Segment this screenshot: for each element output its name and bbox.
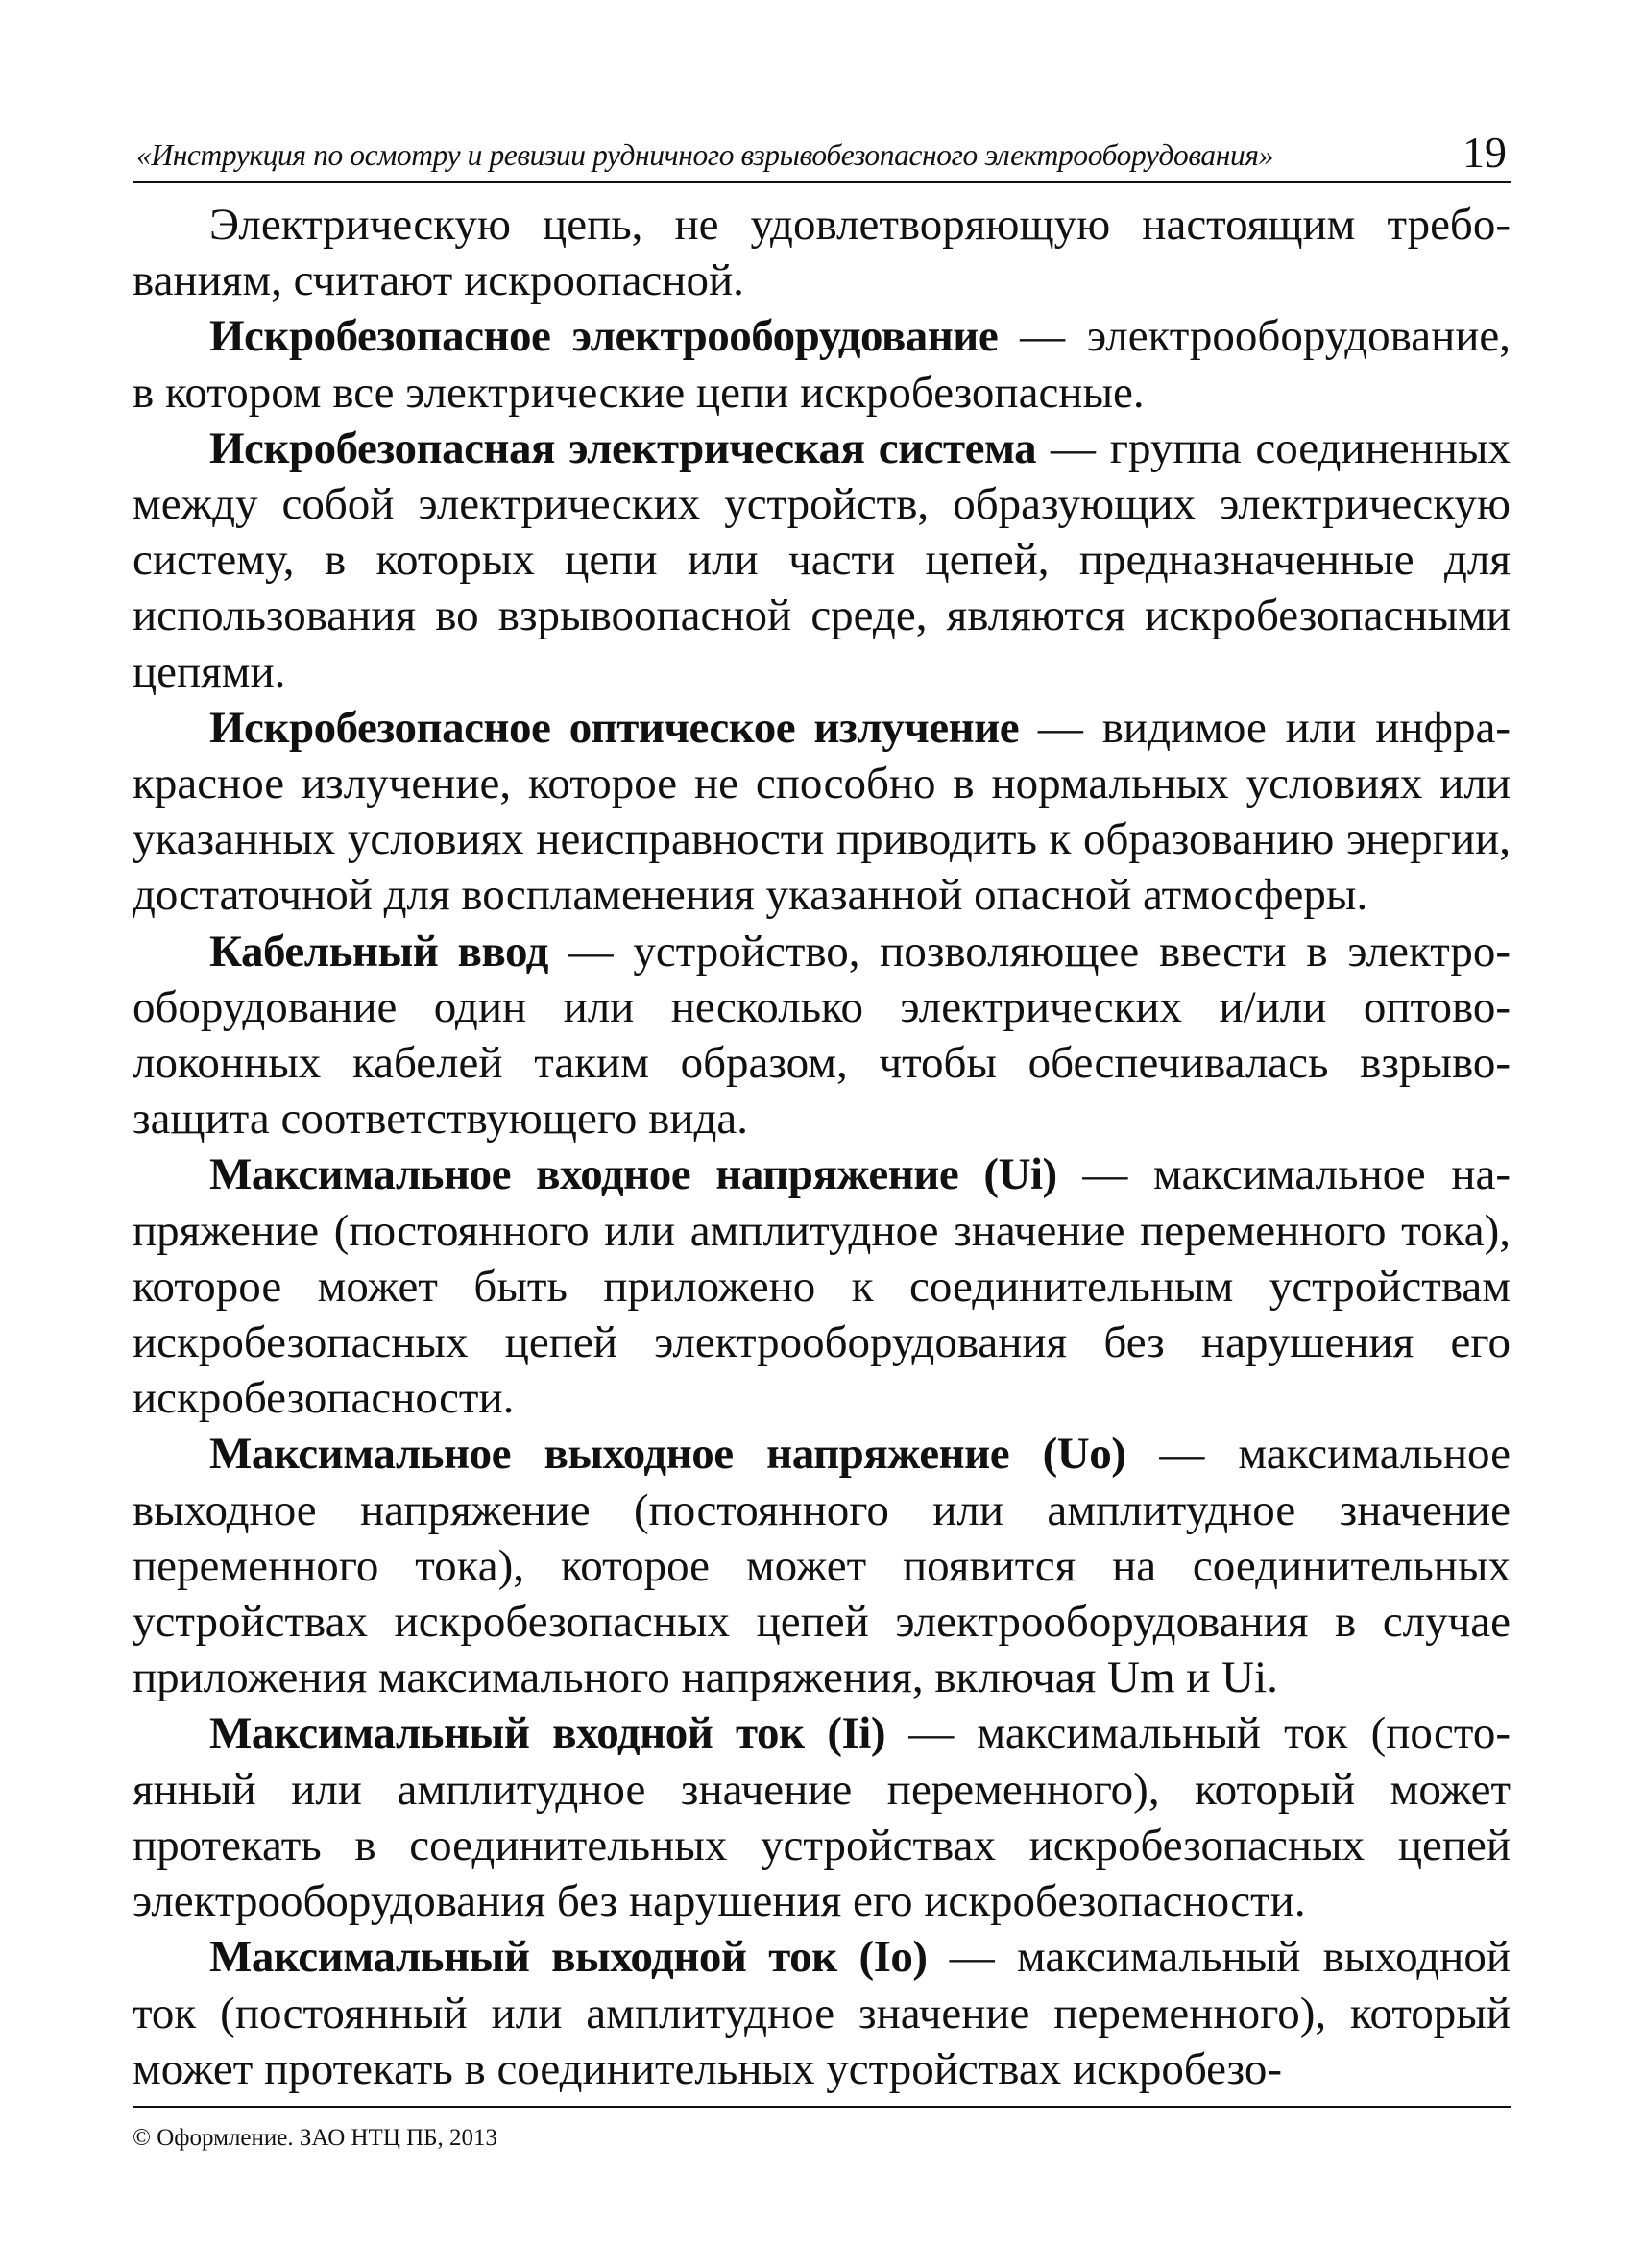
definition-text: — группа соединенных между собой электрических устройств, образующих электрическую систему, в которых цепи или части цепей, предназначенные для использования во взрывоопасной среде, являются искробезопасными цепями. [133,422,1511,697]
definition-term: Искробезопасное электрооборудование [209,311,999,362]
definition-term: Максимальный входной ток (Ii) [209,1708,885,1759]
definition-paragraph [133,1705,1511,1929]
definition-term: Максимальный выходной ток (Io) [209,1932,928,1983]
definition-paragraph [133,700,1511,924]
running-header-title: «Инструкция по осмотру и ревизии рудничного взрывобезопасного электрооборудования» [136,138,1273,172]
definition-text: — максимальное напряжение (постоянного или амплитудное значение переменного тока), которое может быть приложено к соединительным устройствам искробезопасных цепей электрооборудования без нарушения его искробезопасности. [133,1149,1511,1424]
footer-copyright: © Оформление. ЗАО НТЦ ПБ, 2013 [133,2125,498,2151]
definition-text: — максимальный выходной ток (постоянный или амплитудное значение переменного), который может протекать в соединительных устройствах искробезо- [133,1932,1511,2094]
definition-term: Максимальное выходное напряжение (Uo) [209,1429,1126,1480]
definition-paragraph [133,1426,1511,1705]
definition-text: — максимальное выходное напряжение (постоянного или амплитудное значение переменного тока), которое может появится на соединительных устройствах искробезопасных цепей электрооборудования в случае приложения максимального напряжения, включая Um и Ui. [133,1429,1511,1703]
definition-term: Максимальное входное напряжение (Ui) [209,1149,1057,1200]
running-header [133,123,1511,183]
body-text [133,197,1511,2097]
intro-paragraph: Электрическую цепь, не удовлетворяющую настоящим требованиям, считают искроопасной. [133,200,1511,306]
definition-paragraph [133,924,1511,1147]
definition-paragraph [133,1929,1511,2097]
definition-text: — устройство, позволяющее ввести в электрооборудование один или несколько электрических и/или оптоволоконных кабелей таким образом, чтобы обеспечивалась взрывозащита соответствующего вида. [133,926,1511,1145]
definition-paragraph [133,421,1511,700]
definition-text: — максимальный ток (постоянный или амплитудное значение переменного), который может протекать в соединительных устройствах искробезопасных цепей электрооборудования без нарушения его искробезопасности. [133,1708,1511,1927]
definition-term: Кабельный ввод [209,926,548,977]
definition-paragraph [133,308,1511,420]
definition-term: Искробезопасное оптическое излучение [209,702,1020,753]
definition-paragraph [133,1146,1511,1426]
definition-term: Искробезопасная электрическая система [209,422,1037,473]
definition-text: — электрооборудование, в котором все электрические цепи искробезопасные. [133,311,1511,418]
page-number: 19 [1463,128,1507,177]
footer-rule [133,2106,1511,2108]
definition-text: — видимое или инфракрасное излучение, которое не способно в нормальных условиях или указанных условиях неисправности приводить к образованию энергии, достаточной для воспламенения указанной опасной атмосферы. [133,702,1511,921]
